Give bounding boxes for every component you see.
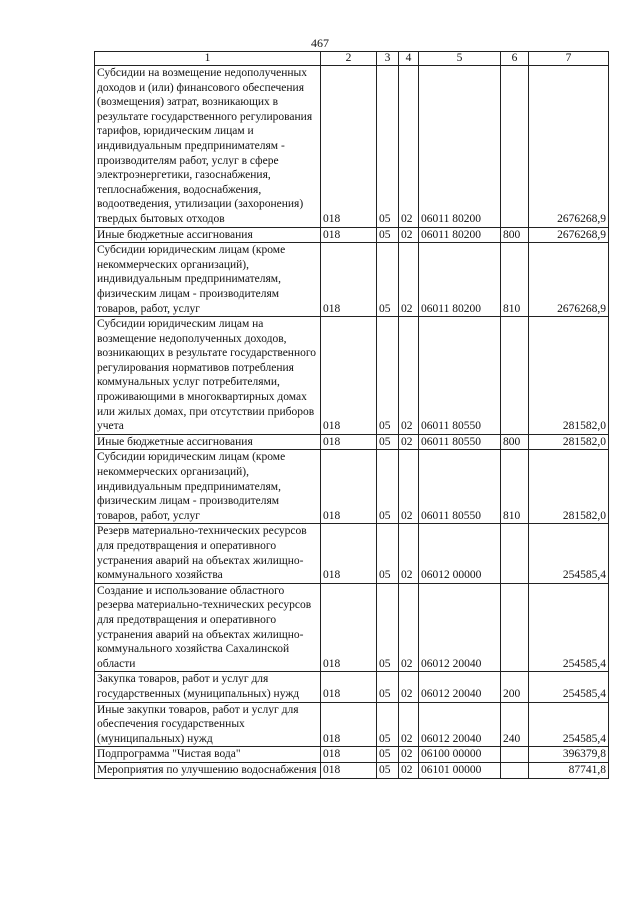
row-col-5: 06011 80550 [419, 317, 501, 435]
row-col-4: 02 [399, 747, 419, 763]
row-amount: 281582,0 [529, 317, 609, 435]
row-col-6: 810 [501, 450, 529, 524]
table-row [95, 762, 609, 778]
row-col-2: 018 [321, 227, 377, 243]
row-col-5: 06101 00000 [419, 762, 501, 778]
row-col-4: 02 [399, 227, 419, 243]
row-col-3: 05 [377, 583, 399, 672]
row-amount: 281582,0 [529, 434, 609, 450]
row-col-2: 018 [321, 243, 377, 317]
row-col-3: 05 [377, 317, 399, 435]
table-row [95, 66, 609, 228]
row-col-2: 018 [321, 524, 377, 583]
row-col-2: 018 [321, 702, 377, 747]
row-name: Субсидии юридическим лицам (кроме некоммерческих организаций), индивидуальным предпринимателям, физическим лицам - производителям товаров, работ, услуг [95, 243, 321, 317]
row-col-6 [501, 317, 529, 435]
row-col-6 [501, 583, 529, 672]
row-col-6 [501, 747, 529, 763]
row-col-4: 02 [399, 317, 419, 435]
row-amount: 396379,8 [529, 747, 609, 763]
row-col-2: 018 [321, 66, 377, 228]
row-amount: 2676268,9 [529, 243, 609, 317]
row-col-2: 018 [321, 762, 377, 778]
row-name: Субсидии на возмещение недополученных доходов и (или) финансового обеспечения (возмещения) затрат, возникающих в результате государственного регулирования тарифов, юридическим лицам и индивидуальным предпринимателям - производителям работ, услуг в сфере электроэнергетики, газоснабжения, теплоснабжения, водоснабжения, водоотведения, утилизации (захоронения) твердых бытовых отходов [95, 66, 321, 228]
row-col-4: 02 [399, 524, 419, 583]
row-amount: 254585,4 [529, 583, 609, 672]
row-name: Субсидии юридическим лицам (кроме некоммерческих организаций), индивидуальным предпринимателям, физическим лицам - производителям товаров, работ, услуг [95, 450, 321, 524]
row-name: Резерв материально-технических ресурсов для предотвращения и оперативного устранения аварий на объектах жилищно-коммунального хозяйства [95, 524, 321, 583]
row-col-4: 02 [399, 762, 419, 778]
row-col-4: 02 [399, 450, 419, 524]
row-col-3: 05 [377, 227, 399, 243]
row-col-2: 018 [321, 747, 377, 763]
row-col-6: 800 [501, 434, 529, 450]
column-header: 7 [529, 52, 609, 66]
row-col-5: 06011 80550 [419, 450, 501, 524]
column-header: 3 [377, 52, 399, 66]
row-name: Иные закупки товаров, работ и услуг для обеспечения государственных (муниципальных) нужд [95, 702, 321, 747]
row-col-6: 810 [501, 243, 529, 317]
table-row [95, 317, 609, 435]
row-name: Создание и использование областного резерва материально-технических ресурсов для предотвращения и оперативного устранения аварий на объектах жилищно-коммунального хозяйства Сахалинской области [95, 583, 321, 672]
header-row [95, 52, 609, 66]
row-col-3: 05 [377, 450, 399, 524]
row-name: Иные бюджетные ассигнования [95, 434, 321, 450]
row-col-2: 018 [321, 434, 377, 450]
table-row [95, 227, 609, 243]
table-row [95, 434, 609, 450]
row-col-5: 06012 20040 [419, 672, 501, 702]
row-col-5: 06100 00000 [419, 747, 501, 763]
row-col-2: 018 [321, 583, 377, 672]
row-col-3: 05 [377, 524, 399, 583]
row-amount: 254585,4 [529, 524, 609, 583]
row-name: Субсидии юридическим лицам на возмещение недополученных доходов, возникающих в результате государственного регулирования нормативов потребления коммунальных услуг потребителями, проживающими в многоквартирных домах или жилых домах, при отсутствии приборов учета [95, 317, 321, 435]
row-col-3: 05 [377, 747, 399, 763]
row-col-5: 06011 80200 [419, 66, 501, 228]
row-col-6: 200 [501, 672, 529, 702]
row-col-5: 06012 20040 [419, 583, 501, 672]
row-col-6: 240 [501, 702, 529, 747]
row-name: Закупка товаров, работ и услуг для государственных (муниципальных) нужд [95, 672, 321, 702]
table-row [95, 702, 609, 747]
row-col-3: 05 [377, 702, 399, 747]
row-amount: 254585,4 [529, 672, 609, 702]
table-row [95, 524, 609, 583]
row-col-4: 02 [399, 66, 419, 228]
row-col-4: 02 [399, 243, 419, 317]
column-header: 4 [399, 52, 419, 66]
row-col-5: 06012 20040 [419, 702, 501, 747]
row-name: Мероприятия по улучшению водоснабжения [95, 762, 321, 778]
column-header: 6 [501, 52, 529, 66]
table-row [95, 583, 609, 672]
row-name: Иные бюджетные ассигнования [95, 227, 321, 243]
row-col-3: 05 [377, 762, 399, 778]
row-col-5: 06011 80200 [419, 243, 501, 317]
row-col-4: 02 [399, 583, 419, 672]
row-amount: 281582,0 [529, 450, 609, 524]
row-col-6 [501, 66, 529, 228]
row-col-4: 02 [399, 702, 419, 747]
page-number: 467 [311, 36, 329, 50]
table-row [95, 243, 609, 317]
row-col-5: 06011 80200 [419, 227, 501, 243]
row-col-2: 018 [321, 317, 377, 435]
row-col-4: 02 [399, 672, 419, 702]
row-amount: 87741,8 [529, 762, 609, 778]
column-header: 2 [321, 52, 377, 66]
row-name: Подпрограмма "Чистая вода" [95, 747, 321, 763]
row-col-6: 800 [501, 227, 529, 243]
column-header: 1 [95, 52, 321, 66]
row-col-2: 018 [321, 450, 377, 524]
table-row [95, 450, 609, 524]
row-col-3: 05 [377, 672, 399, 702]
row-amount: 2676268,9 [529, 66, 609, 228]
row-col-5: 06012 00000 [419, 524, 501, 583]
row-amount: 2676268,9 [529, 227, 609, 243]
row-col-3: 05 [377, 434, 399, 450]
table-row [95, 747, 609, 763]
row-col-3: 05 [377, 243, 399, 317]
budget-table [94, 51, 609, 779]
row-amount: 254585,4 [529, 702, 609, 747]
row-col-6 [501, 762, 529, 778]
row-col-4: 02 [399, 434, 419, 450]
row-col-5: 06011 80550 [419, 434, 501, 450]
row-col-6 [501, 524, 529, 583]
row-col-2: 018 [321, 672, 377, 702]
row-col-3: 05 [377, 66, 399, 228]
column-header: 5 [419, 52, 501, 66]
table-row [95, 672, 609, 702]
